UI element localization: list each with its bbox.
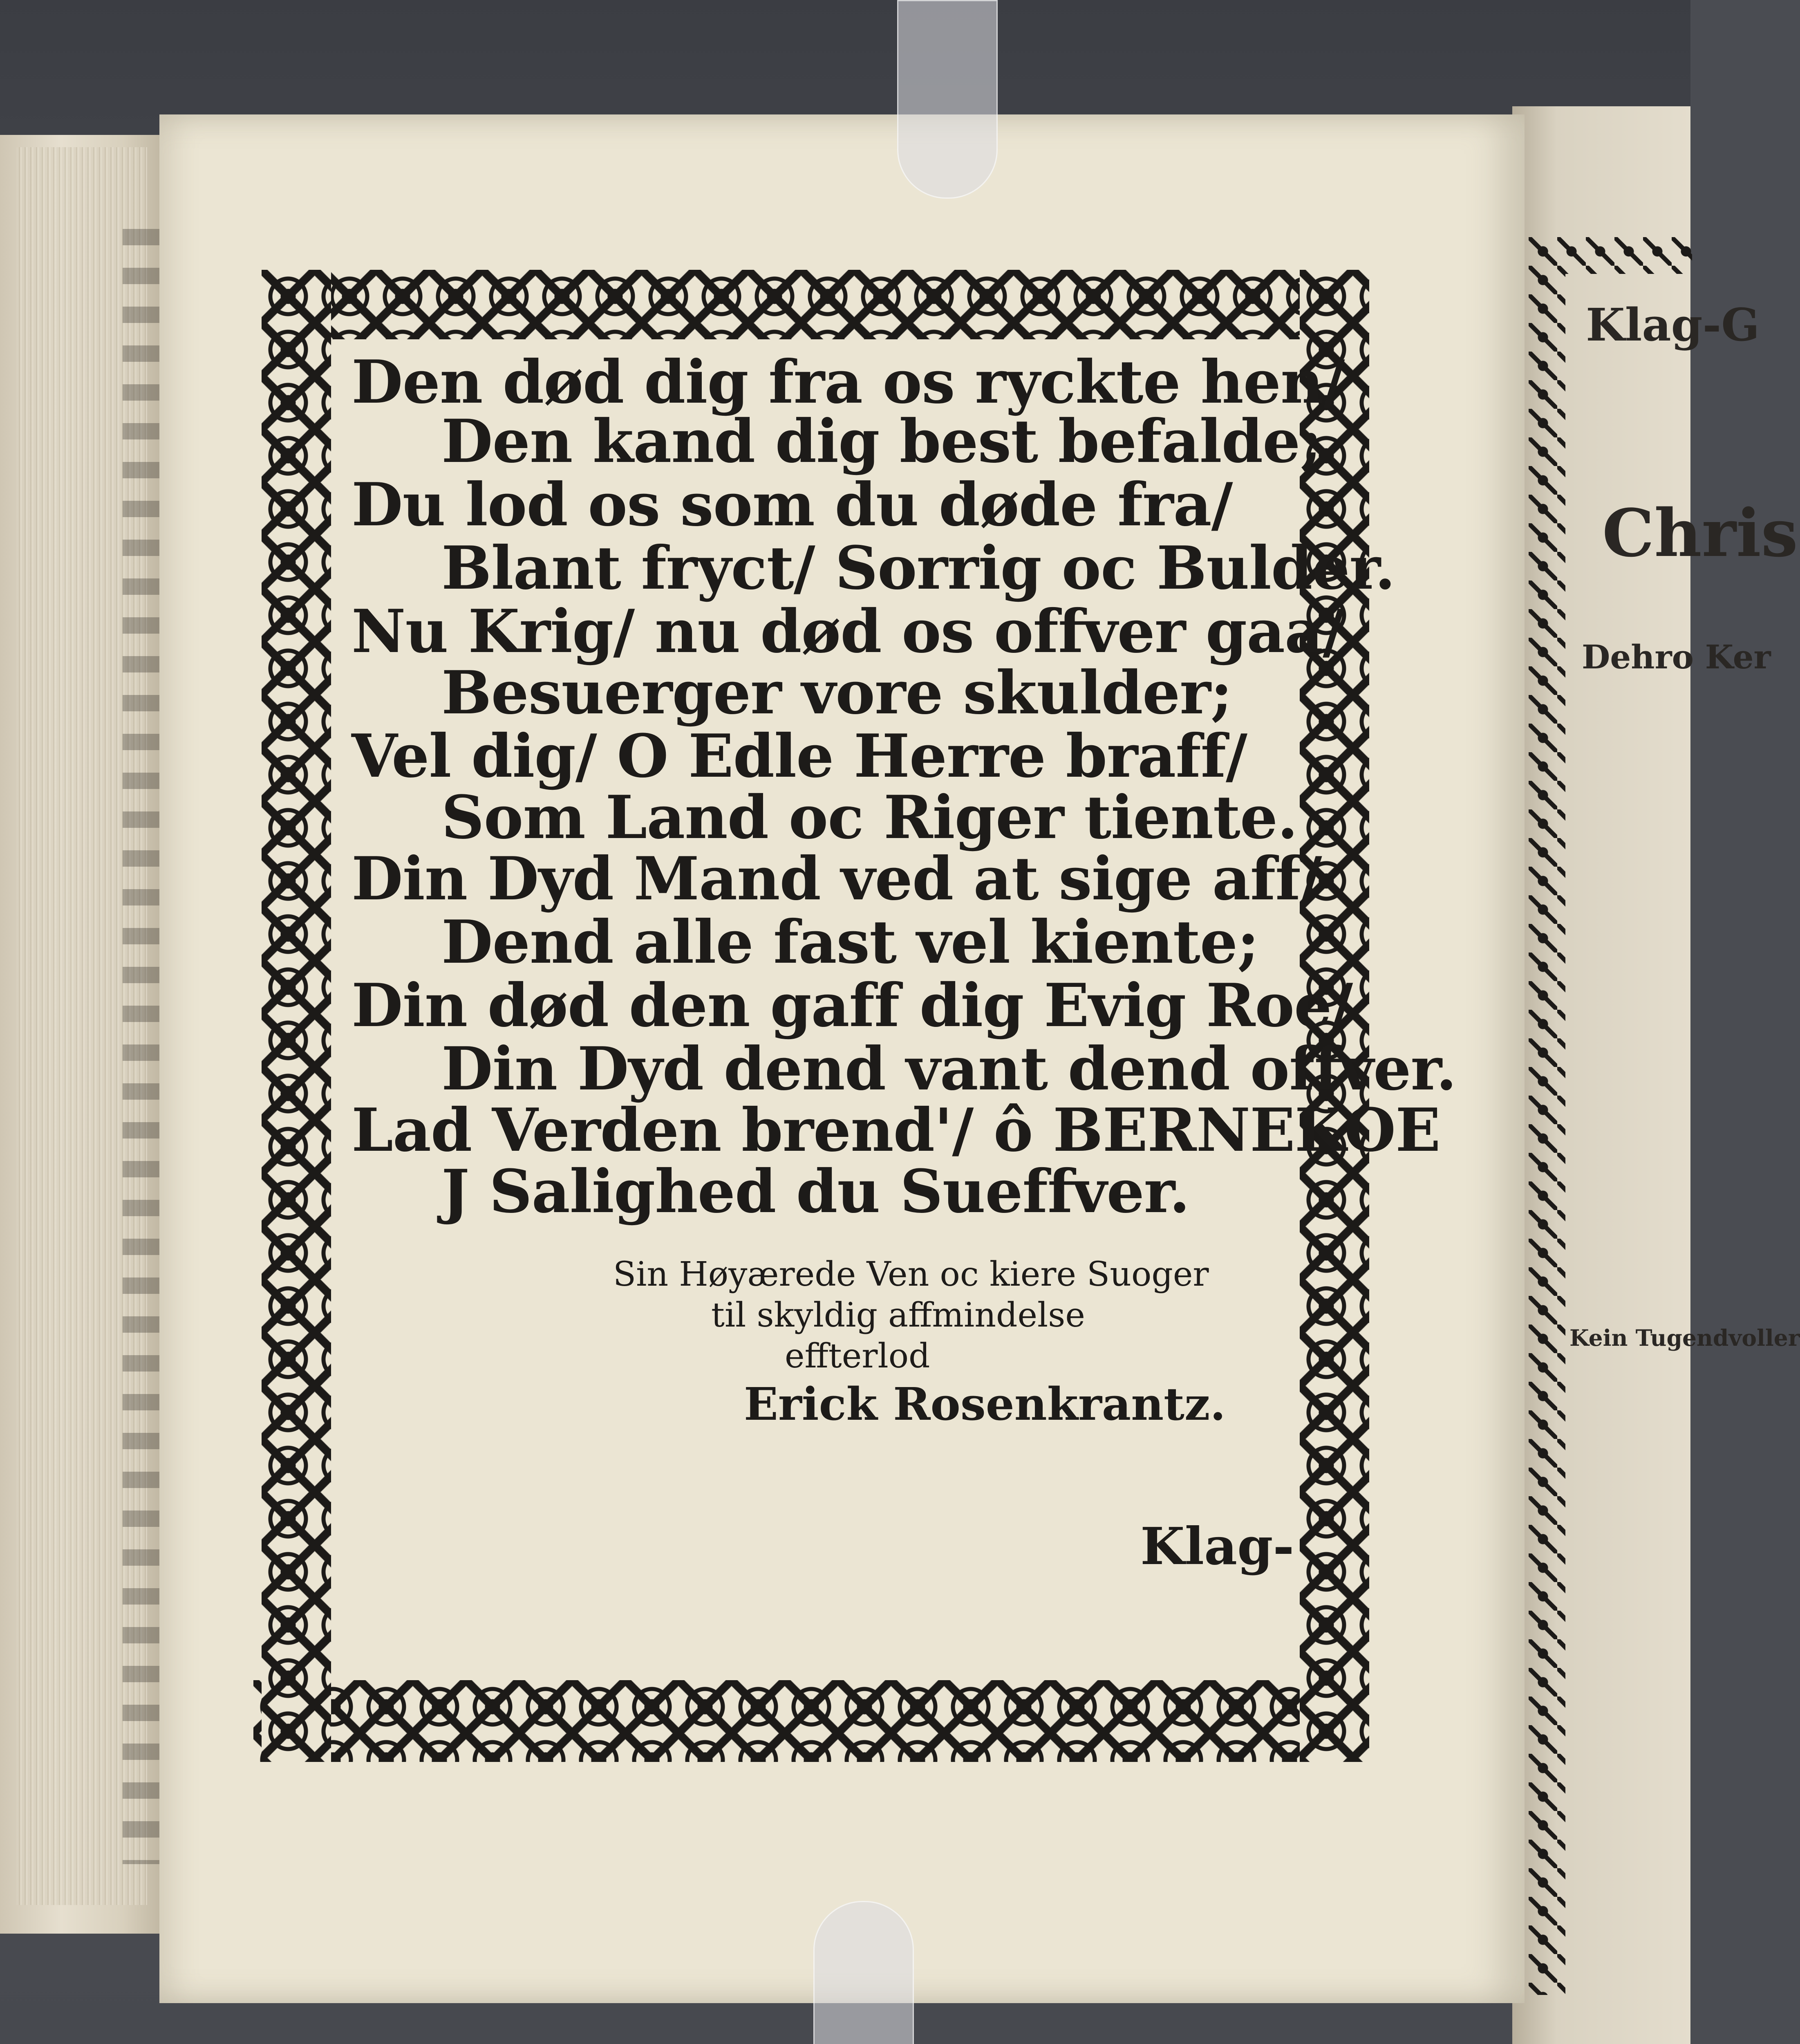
verse-line: Din Dyd Mand ved at sige aff/ bbox=[351, 844, 1322, 914]
verse-line: Din Dyd dend vant dend offver. bbox=[441, 1034, 1457, 1104]
facing-page-heading: Chris bbox=[1602, 495, 1798, 572]
verse-line: Vel dig/ O Edle Herre braff/ bbox=[351, 722, 1247, 791]
page-clip-bottom bbox=[813, 1901, 914, 2044]
verse-line: Blant fryct/ Sorrig oc Bulder. bbox=[441, 533, 1395, 603]
verse-line: J Salighed du Sueffver. bbox=[441, 1157, 1190, 1226]
facing-page bbox=[1512, 106, 1800, 2044]
ornament-border-left bbox=[262, 270, 331, 1762]
verse-line: Din død den gaff dig Evig Roe/ bbox=[351, 971, 1353, 1040]
verse-line: Den død dig fra os ryckte hen/ bbox=[351, 347, 1345, 417]
facing-page-verse: Kein Tugendvoller bbox=[1569, 1325, 1800, 1351]
signature: Erick Rosenkrantz. bbox=[744, 1378, 1226, 1430]
dedication-line: til skyldig affmindelse bbox=[711, 1296, 1085, 1335]
poem-block bbox=[343, 339, 1457, 1676]
verse-line: Du lod os som du døde fra/ bbox=[351, 470, 1233, 540]
facing-page-subheading: Dehro Ker bbox=[1582, 638, 1771, 676]
verse-line: Lad Verden brend'/ ô BERNEKOE bbox=[351, 1096, 1440, 1165]
catchword: Klag- bbox=[1140, 1517, 1294, 1576]
facing-page-title: Klag-G bbox=[1586, 298, 1760, 351]
bleed-through-strip bbox=[123, 229, 163, 1864]
dedication-line: effterlod bbox=[785, 1337, 930, 1376]
dedication-line: Sin Høyærede Ven oc kiere Suoger bbox=[613, 1255, 1209, 1294]
verse-line: Som Land oc Riger tiente. bbox=[441, 783, 1298, 852]
verse-line: Den kand dig best befalde; bbox=[441, 407, 1321, 476]
verse-line: Besuerger vore skulder; bbox=[441, 658, 1232, 728]
page-clip-top bbox=[897, 0, 998, 199]
ornament-border-top bbox=[270, 270, 1365, 339]
verse-line: Nu Krig/ nu død os offver gaa/ bbox=[351, 597, 1344, 666]
ornament-border-bottom bbox=[253, 1680, 1365, 1762]
verse-line: Dend alle fast vel kiente; bbox=[441, 908, 1259, 977]
facing-page-ornament-left bbox=[1529, 237, 1565, 1995]
